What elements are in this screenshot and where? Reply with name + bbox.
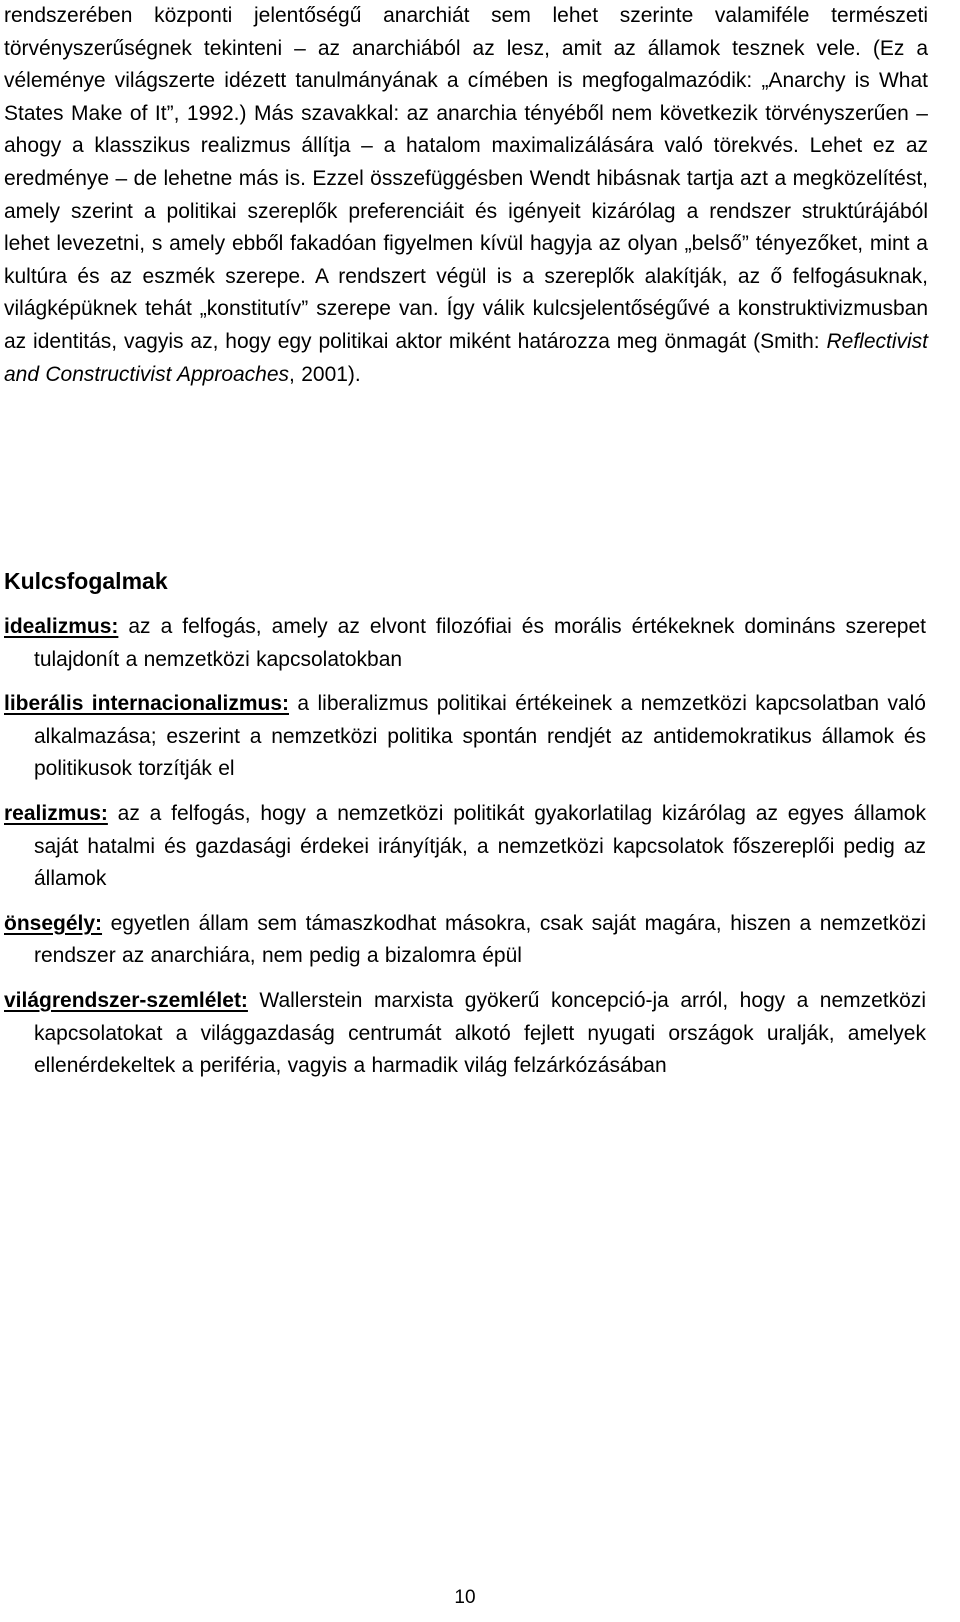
- intro-italic-title: Reflectivist and Constructivist Approaches: [4, 329, 928, 386]
- term-liberalis-internacionalizmus: [4, 688, 926, 786]
- term-definition: az a felfogás, amely az elvont filozófiai és morális értékeknek domináns szerepet tulajdonít a nemzetközi kapcsolatokban: [34, 615, 926, 671]
- term-definition: egyetlen állam sem támaszkodhat másokra, csak saját magára, hiszen a nemzetközi rendszer az anarchiára, nem pedig a bizalomra épül: [34, 911, 926, 968]
- section-heading: Kulcsfogalmak: [4, 568, 168, 594]
- term-onsegely: [4, 908, 926, 973]
- term-name: realizmus:: [4, 801, 108, 825]
- term-definition: az a felfogás, hogy a nemzetközi politikát gyakorlatilag kizárólag az egyes államok saját hatalmi és gazdasági érdekei irányítják, a nemzetközi kapcsolatok főszereplői pedig az államok: [34, 801, 926, 891]
- term-definition: a liberalizmus politikai értékeinek a nemzetközi kapcsolatban való alkalmazása; eszerint a nemzetközi politika spontán rendjét az antidemokratikus államok és politikusok torzítják el: [34, 692, 926, 781]
- intro-text-part1: rendszerében központi jelentőségű anarchiát sem lehet szerinte valamiféle természeti törvényszerűségnek tekinteni – az anarchiából az lesz, amit az államok tesznek vele. (Ez a véleménye világszerte idézett tanulmányának a címében is megfogalmazódik: „Anarchy is What States Make of It”, 1992.) Más szavakkal: az anarchia tényéből nem következik törvényszerűen – ahogy a klasszikus realizmus állítja – a hatalom maximalizálására való törekvés. Lehet ez az eredménye – de lehetne más is. Ezzel összefüggésben Wendt hibásnak tartja azt a megközelítést, amely szerint a politikai szereplők preferenciáit és igényeit kizárólag a rendszer struktúrájából lehet levezetni, s amely ebből fakadóan figyelmen kívül hagyja az olyan „belső” tényezőket, mint a kultúra és az eszmék szerepe. A rendszert végül is a szereplők alakítják, az ő felfogásuknak, világképüknek tehát „konstitutív” szerepe van. Így válik kulcsjelentőségűvé a konstruktivizmusban az identitás, vagyis az, hogy egy politikai aktor miként határozza meg önmagát (Smith:: [4, 4, 928, 353]
- term-idealizmus: [4, 611, 926, 676]
- key-terms-list: [4, 611, 926, 1095]
- intro-paragraph: [4, 0, 928, 391]
- term-definition: Wallerstein marxista gyökerű koncepció-ja arról, hogy a nemzetközi kapcsolatokat a világgazdaság centrumát alkotó fejlett nyugati országok uralják, amelyek ellenérdekeltek a periféria, vagyis a harmadik világ felzárkózásában: [34, 988, 926, 1078]
- term-name: liberális internacionalizmus:: [4, 692, 289, 716]
- term-name: világrendszer-szemlélet:: [4, 988, 248, 1012]
- term-realizmus: [4, 798, 926, 896]
- page-number: 10: [454, 1587, 476, 1608]
- term-vilagrendszer-szemlelet: [4, 985, 926, 1083]
- intro-text-part2: , 2001).: [289, 362, 361, 386]
- term-name: idealizmus:: [4, 615, 119, 638]
- term-name: önsegély:: [4, 911, 103, 935]
